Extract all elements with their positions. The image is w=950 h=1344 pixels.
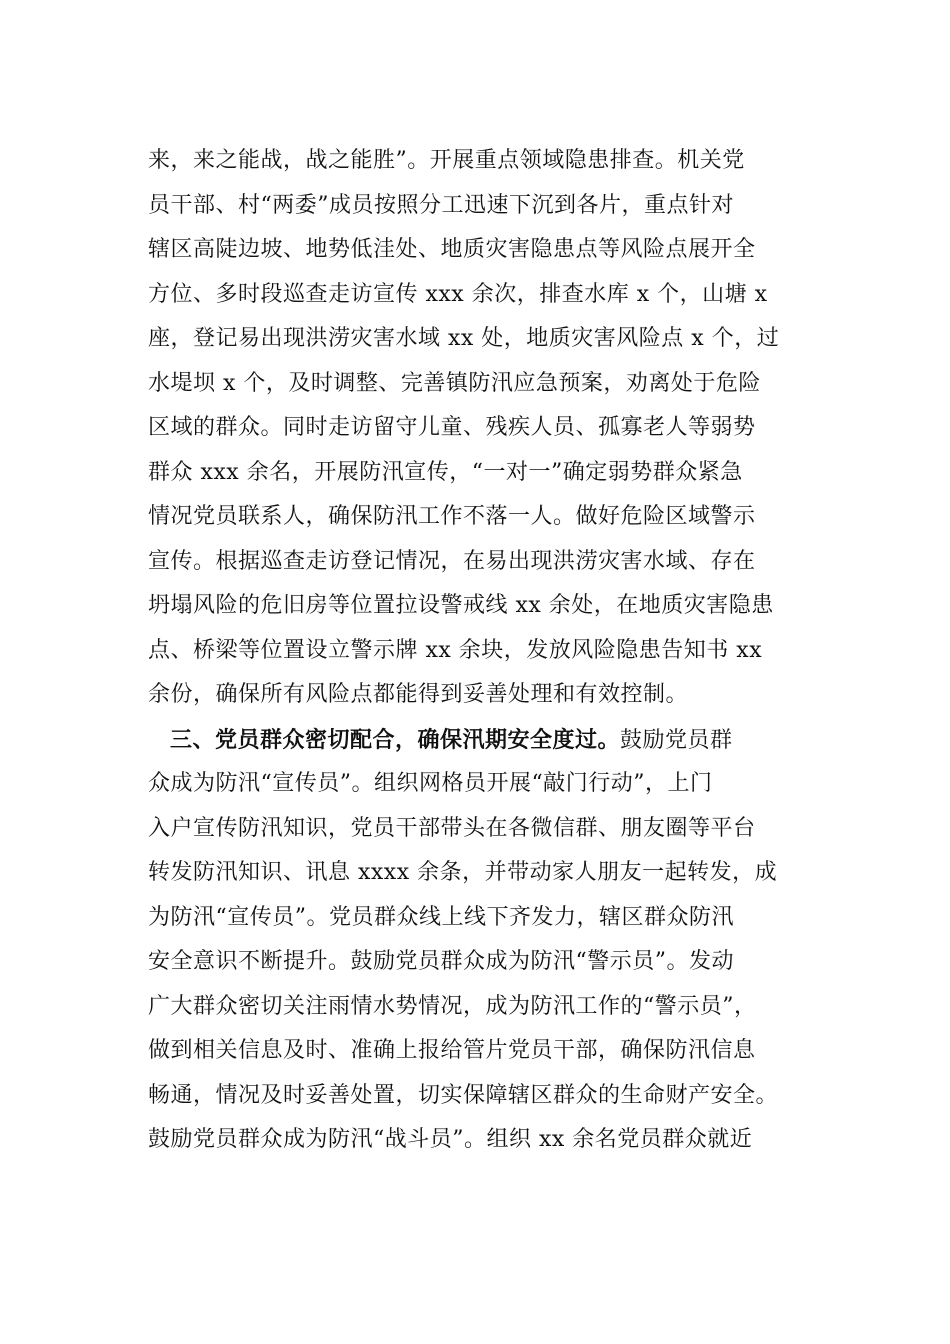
paragraph-1-line-1: 来，来之能战，战之能胜”。开展重点领域隐患排查。机关党 xyxy=(148,148,745,173)
paragraph-2-line-6: 安全意识不断提升。鼓励党员群众成为防汛“警示员”。发动 xyxy=(148,949,734,974)
paragraph-1-line-13: 余份，确保所有风险点都能得到妥善处理和有效控制。 xyxy=(148,682,689,707)
paragraph-2-line-7: 广大群众密切关注雨情水势情况，成为防汛工作的“警示员”， xyxy=(148,993,757,1019)
paragraph-2-line-8: 做到相关信息及时、准确上报给管片党员干部，确保防汛信息 xyxy=(148,1038,756,1063)
paragraph-2-line-1-rest: 鼓励党员群 xyxy=(620,727,733,753)
paragraph-1-line-3: 辖区高陡边坡、地势低洼处、地质灾害隐患点等风险点展开全 xyxy=(148,237,756,262)
paragraph-2-line-4: 转发防汛知识、讯息 xxxx 余条，并带动家人朋友一起转发，成 xyxy=(148,860,778,885)
paragraph-1-line-7: 区域的群众。同时走访留守儿童、残疾人员、孤寡老人等弱势 xyxy=(148,415,756,440)
paragraph-1-line-6: 水堤坝 x 个，及时调整、完善镇防汛应急预案，劝离处于危险 xyxy=(148,370,761,396)
paragraph-1-line-2: 员干部、村“两委”成员按照分工迅速下沉到各片，重点针对 xyxy=(148,192,734,218)
paragraph-1-line-9: 情况党员联系人，确保防汛工作不落一人。做好危险区域警示 xyxy=(148,504,756,529)
paragraph-2-line-3: 入户宣传防汛知识，党员干部带头在各微信群、朋友圈等平台 xyxy=(148,815,756,841)
paragraph-2-line-9: 畅通，情况及时妥善处置，切实保障辖区群众的生命财产安全。 xyxy=(148,1082,779,1108)
paragraph-1-line-5: 座，登记易出现洪涝灾害水域 xx 处，地质灾害风险点 x 个，过 xyxy=(148,326,780,351)
paragraph-1-line-4: 方位、多时段巡查走访宣传 xxx 余次，排查水库 x 个，山塘 x xyxy=(148,281,768,307)
paragraph-1-line-10: 宣传。根据巡查走访登记情况，在易出现洪涝灾害水域、存在 xyxy=(148,548,756,574)
paragraph-2-line-5: 为防汛“宣传员”。党员群众线上线下齐发力，辖区群众防汛 xyxy=(148,904,734,930)
paragraph-1-line-12: 点、桥梁等位置设立警示牌 xx 余块，发放风险隐患告知书 xx xyxy=(148,637,763,663)
section-heading: 三、党员群众密切配合，确保汛期安全度过。 xyxy=(170,726,621,753)
paragraph-1-line-8: 群众 xxx 余名，开展防汛宣传，“一对一”确定弱势群众紧急 xyxy=(148,459,743,485)
paragraph-1-line-11: 坍塌风险的危旧房等位置拉设警戒线 xx 余处，在地质灾害隐患 xyxy=(148,593,774,618)
paragraph-2-line-2: 众成为防汛“宣传员”。组织网格员开展“敲门行动”，上门 xyxy=(148,771,713,796)
paragraph-2-line-1 xyxy=(170,718,733,763)
paragraph-2-line-10: 鼓励党员群众成为防汛“战斗员”。组织 xx 余名党员群众就近 xyxy=(148,1127,753,1152)
